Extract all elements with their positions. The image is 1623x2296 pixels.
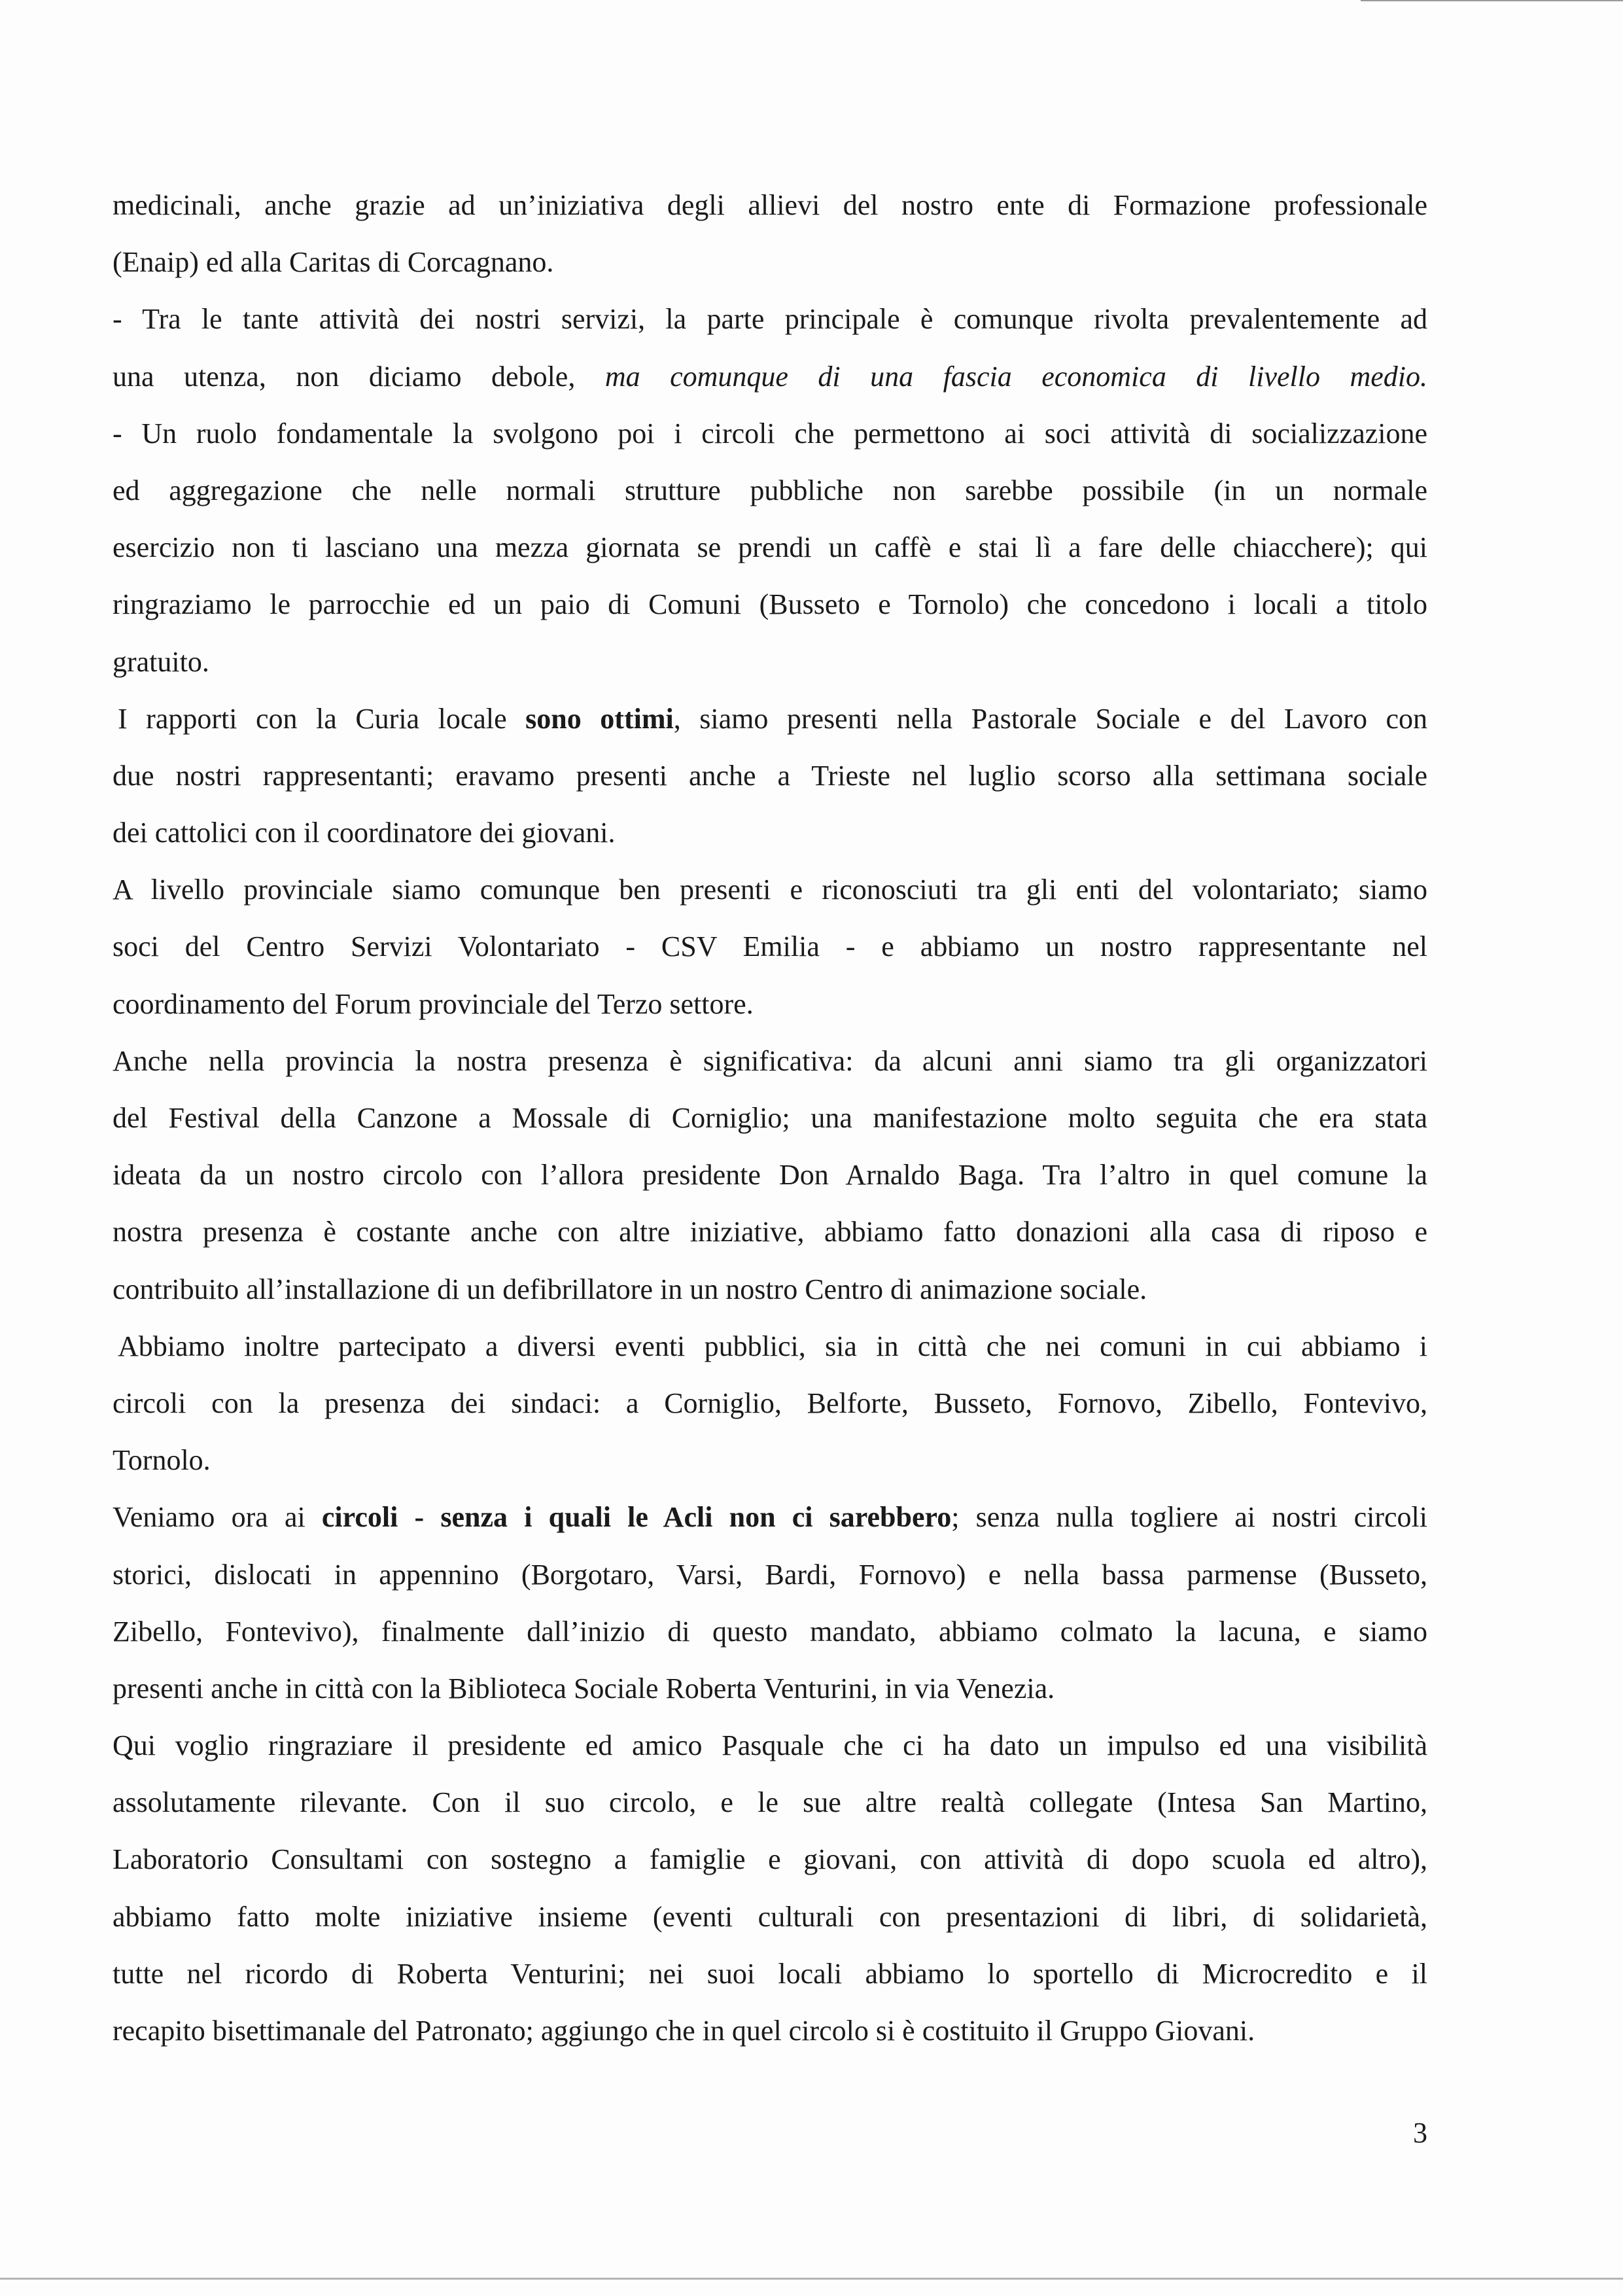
text-run: Qui voglio ringraziare il presidente ed amico Pasquale che ci ha dato un impulso ed una visibilità xyxy=(113,1729,1427,1762)
text-line xyxy=(113,1375,1427,1432)
scan-edge-bottom xyxy=(0,2278,1623,2280)
text-run: esercizio non ti lasciano una mezza giornata se prendi un caffè e stai lì a fare delle chiacchere); qui xyxy=(113,531,1427,564)
text-run: ; senza nulla togliere ai nostri circoli xyxy=(951,1501,1427,1534)
scan-edge-top xyxy=(1361,0,1623,1)
text-line xyxy=(113,690,1427,747)
text-run: I rapporti con la Curia locale xyxy=(118,702,526,735)
text-run: ed aggregazione che nelle normali strutture pubbliche non sarebbe possibile (in un normale xyxy=(113,474,1427,506)
text-run: assolutamente rilevante. Con il suo circolo, e le sue altre realtà collegate (Intesa San Martino, xyxy=(113,1786,1427,1819)
text-line xyxy=(113,1945,1427,2002)
text-bold: circoli - senza i quali le Acli non ci sarebbero xyxy=(321,1501,952,1534)
text-line xyxy=(113,405,1427,462)
text-line xyxy=(113,1603,1427,1660)
text-run: ringraziamo le parrocchie ed un paio di Comuni (Busseto e Tornolo) che concedono i locali a titolo xyxy=(113,588,1427,621)
body-text xyxy=(113,177,1427,2059)
text-run: Tornolo. xyxy=(113,1444,211,1477)
text-run: storici, dislocati in appennino (Borgotaro, Varsi, Bardi, Fornovo) e nella bassa parmense (Busseto, xyxy=(113,1558,1427,1591)
text-line xyxy=(113,1831,1427,1888)
text-line xyxy=(113,2002,1427,2059)
text-run: Zibello, Fontevivo), finalmente dall’inizio di questo mandato, abbiamo colmato la lacuna, e siamo xyxy=(113,1615,1427,1648)
text-line xyxy=(113,918,1427,975)
text-run: presenti anche in città con la Biblioteca Sociale Roberta Venturini, in via Venezia. xyxy=(113,1672,1055,1704)
text-line xyxy=(113,1888,1427,1945)
text-run: ideata da un nostro circolo con l’allora presidente Don Arnaldo Baga. Tra l’altro in quel comune la xyxy=(113,1159,1427,1192)
text-line xyxy=(113,633,1427,690)
text-line xyxy=(113,1660,1427,1717)
text-line xyxy=(113,234,1427,291)
text-line xyxy=(113,1146,1427,1203)
text-bold: sono ottimi xyxy=(525,702,674,735)
text-run: abbiamo fatto molte iniziative insieme (eventi culturali con presentazioni di libri, di solidarietà, xyxy=(113,1900,1427,1933)
text-run: dei cattolici con il coordinatore dei giovani. xyxy=(113,817,616,849)
text-italic: ma comunque di una fascia economica di livello medio. xyxy=(604,360,1427,393)
text-line xyxy=(113,519,1427,576)
text-run: , siamo presenti nella Pastorale Sociale e del Lavoro con xyxy=(673,702,1427,735)
text-run: Abbiamo inoltre partecipato a diversi eventi pubblici, sia in città che nei comuni in cui abbiamo i xyxy=(118,1330,1427,1362)
text-run: Anche nella provincia la nostra presenza è significativa: da alcuni anni siamo tra gli organizzatori xyxy=(113,1044,1427,1077)
text-line xyxy=(113,462,1427,519)
text-run: (Enaip) ed alla Caritas di Corcagnano. xyxy=(113,246,554,279)
page-number: 3 xyxy=(1413,2117,1427,2149)
text-run: coordinamento del Forum provinciale del Terzo settore. xyxy=(113,987,754,1020)
text-line xyxy=(113,1489,1427,1545)
text-run: Veniamo ora ai xyxy=(113,1501,322,1534)
text-line xyxy=(113,1203,1427,1260)
text-line xyxy=(113,291,1427,347)
text-run: gratuito. xyxy=(113,645,209,678)
text-run: circoli con la presenza dei sindaci: a Corniglio, Belforte, Busseto, Fornovo, Zibello, Fontevivo, xyxy=(113,1386,1427,1419)
text-run: del Festival della Canzone a Mossale di Corniglio; una manifestazione molto seguita che era stata xyxy=(113,1102,1427,1134)
text-line xyxy=(113,1318,1427,1375)
text-line xyxy=(113,804,1427,861)
text-line xyxy=(113,1546,1427,1603)
text-run: recapito bisettimanale del Patronato; aggiungo che in quel circolo si è costituito il Gruppo Giovani. xyxy=(113,2015,1255,2047)
text-run: medicinali, anche grazie ad un’iniziativa degli allievi del nostro ente di Formazione professionale xyxy=(113,189,1427,221)
text-run: una utenza, non diciamo debole, xyxy=(113,360,605,393)
text-run: due nostri rappresentanti; eravamo presenti anche a Trieste nel luglio scorso alla settimana sociale xyxy=(113,759,1427,792)
text-run: - Un ruolo fondamentale la svolgono poi i circoli che permettono ai soci attività di socializzazione xyxy=(113,417,1427,450)
text-run: A livello provinciale siamo comunque ben presenti e riconosciuti tra gli enti del volontariato; siamo xyxy=(113,874,1427,906)
text-run: soci del Centro Servizi Volontariato - CSV Emilia - e abbiamo un nostro rappresentante nel xyxy=(113,930,1427,963)
text-line xyxy=(113,976,1427,1033)
text-line xyxy=(113,861,1427,918)
text-line xyxy=(113,1089,1427,1146)
text-line xyxy=(113,1033,1427,1089)
text-line xyxy=(113,747,1427,804)
text-run: tutte nel ricordo di Roberta Venturini; nei suoi locali abbiamo lo sportello di Microcredito e il xyxy=(113,1957,1427,1990)
text-run: Laboratorio Consultami con sostegno a famiglie e giovani, con attività di dopo scuola ed altro), xyxy=(113,1843,1427,1876)
text-line xyxy=(113,1774,1427,1831)
text-line xyxy=(113,1261,1427,1318)
text-line xyxy=(113,348,1427,405)
text-line xyxy=(113,177,1427,234)
text-line xyxy=(113,576,1427,633)
text-run: contribuito all’installazione di un defibrillatore in un nostro Centro di animazione sociale. xyxy=(113,1273,1147,1305)
text-line xyxy=(113,1717,1427,1774)
text-run: - Tra le tante attività dei nostri servizi, la parte principale è comunque rivolta prevalentemente ad xyxy=(113,303,1427,336)
text-run: nostra presenza è costante anche con altre iniziative, abbiamo fatto donazioni alla casa di riposo e xyxy=(113,1216,1427,1248)
text-line xyxy=(113,1432,1427,1489)
